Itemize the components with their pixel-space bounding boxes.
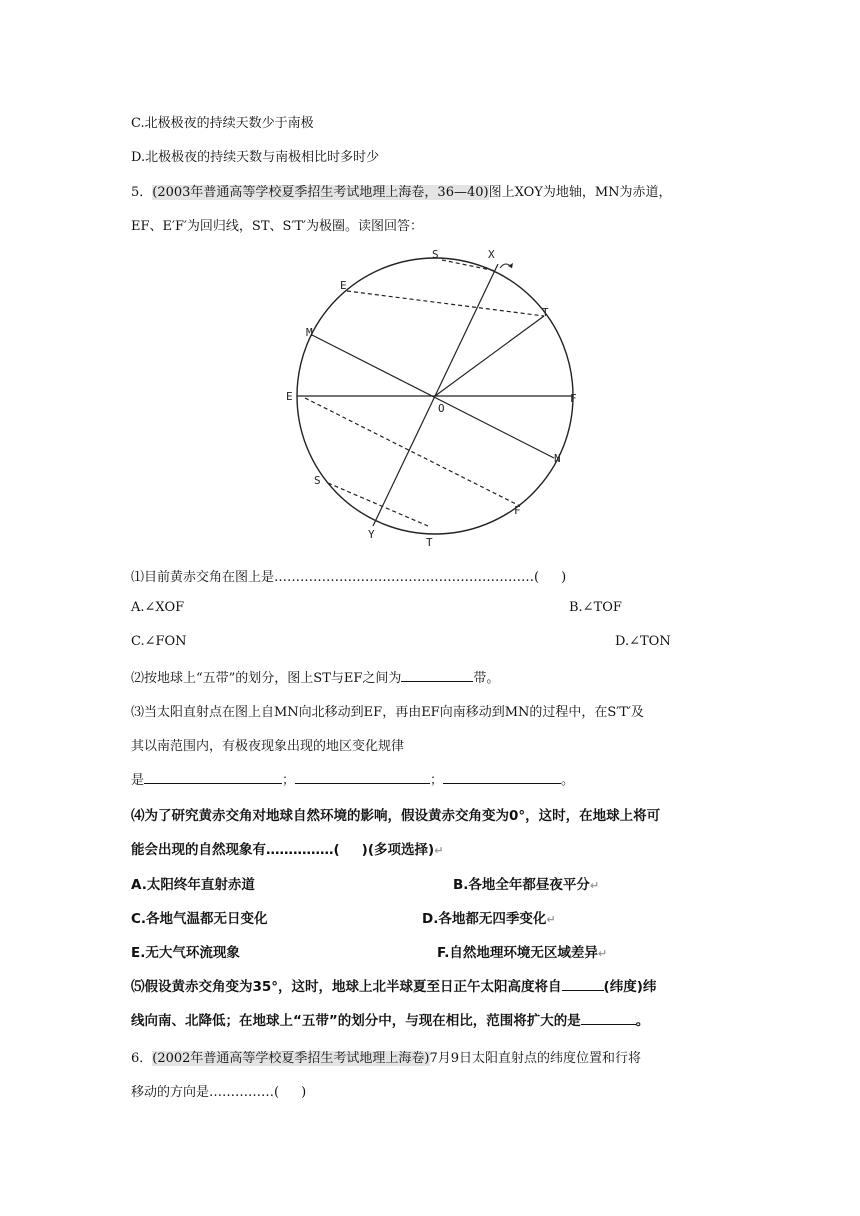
label-f-bottom: F: [514, 504, 521, 517]
label-o: O: [438, 402, 445, 415]
question-text: 7月9日太阳直射点的纬度位置和行将: [429, 1051, 642, 1066]
option-d-prev: D.北极极夜的持续天数与南极相比时多时少: [131, 150, 380, 165]
sub-question-3-line2: 其以南范围内，有极夜现象出现的地区变化规律: [131, 739, 405, 754]
label-y: Y: [368, 528, 375, 541]
question-number: 6．: [131, 1051, 153, 1066]
label-m: M: [306, 326, 313, 339]
label-t-bottom: T: [426, 536, 433, 549]
option-a: A.∠XOF: [131, 600, 185, 615]
answer-blank[interactable]: [443, 771, 561, 784]
label-e-top: E: [340, 279, 347, 292]
sub-question-4-line1: ⑷为了研究黄赤交角对地球自然环境的影响，假设黄赤交角变为0°，这时，在地球上将可: [131, 808, 661, 824]
option-4f: F.自然地理环境无区域差异↵: [437, 945, 608, 961]
question-text: 图上XOY为地轴，MN为赤道，: [488, 185, 672, 200]
label-e-left: E: [286, 390, 293, 403]
answer-blank[interactable]: [562, 978, 604, 991]
option-c: C.∠FON: [131, 634, 187, 649]
line-ot: [435, 316, 544, 396]
answer-blank[interactable]: [581, 1012, 636, 1025]
tropic-ef-dashed: [347, 291, 544, 316]
option-b: B.∠TOF: [569, 600, 622, 615]
label-n: N: [554, 452, 561, 465]
question-number: 5．: [131, 185, 153, 200]
label-f: F: [570, 392, 577, 405]
option-4d: D.各地都无四季变化↵: [422, 911, 556, 927]
polar-circle-s2t2: [328, 483, 428, 526]
sub-question-2: ⑵按地球上“五带”的划分，图上ST与EF之间为 带。: [131, 671, 500, 686]
source-citation: (2003年普通高等学校夏季招生考试地理上海卷，36—40): [152, 185, 489, 200]
answer-blank[interactable]: [295, 771, 430, 784]
option-d: D.∠TON: [615, 634, 671, 649]
label-t-top: T: [542, 306, 549, 319]
rotation-arrowhead: [508, 263, 513, 268]
answer-blank[interactable]: [401, 669, 473, 682]
sub-question-3-line1: ⑶当太阳直射点在图上自MN向北移动到EF，再由EF向南移动到MN的过程中，在S′T′及: [131, 705, 644, 720]
sub-question-3-line3: 是 ； ； 。: [131, 773, 575, 788]
question-5-line2: EF、E′F′为回归线，ST、S′T′为极圈。读图回答：: [131, 219, 423, 234]
sub-question-5-line1: ⑸假设黄赤交角变为35°，这时，地球上北半球夏至日正午太阳高度将自 (纬度)纬: [131, 979, 657, 995]
sub-question-4-line2: 能会出现的自然现象有……………( )(多项选择)↵: [131, 842, 444, 858]
question-6-line2: 移动的方向是……………( ): [131, 1085, 307, 1100]
option-4a: A.太阳终年直射赤道: [131, 877, 255, 893]
question-6-line1: [131, 1047, 641, 1066]
option-4c: C.各地气温都无日变化: [131, 911, 268, 927]
question-5-line1: [131, 181, 672, 200]
option-4b: B.各地全年都昼夜平分↵: [453, 877, 600, 893]
label-x: X: [488, 248, 495, 261]
option-4e: E.无大气环流现象: [131, 945, 240, 961]
source-citation: (2002年普通高等学校夏季招生考试地理上海卷): [152, 1051, 430, 1066]
earth-axis-diagram: [270, 236, 600, 556]
label-s-top: S: [432, 248, 439, 261]
sub-question-1: ⑴目前黄赤交角在图上是……………………………………………………( ): [131, 570, 567, 585]
answer-blank[interactable]: [144, 771, 282, 784]
tropic-e2f2-dashed: [305, 398, 520, 506]
label-s-bottom: S: [314, 474, 321, 487]
sub-question-5-line2: 线向南、北降低；在地球上“五带”的划分中，与现在相比，范围将扩大的是 。: [131, 1013, 650, 1029]
option-c-prev: C.北极极夜的持续天数少于南极: [131, 116, 314, 131]
